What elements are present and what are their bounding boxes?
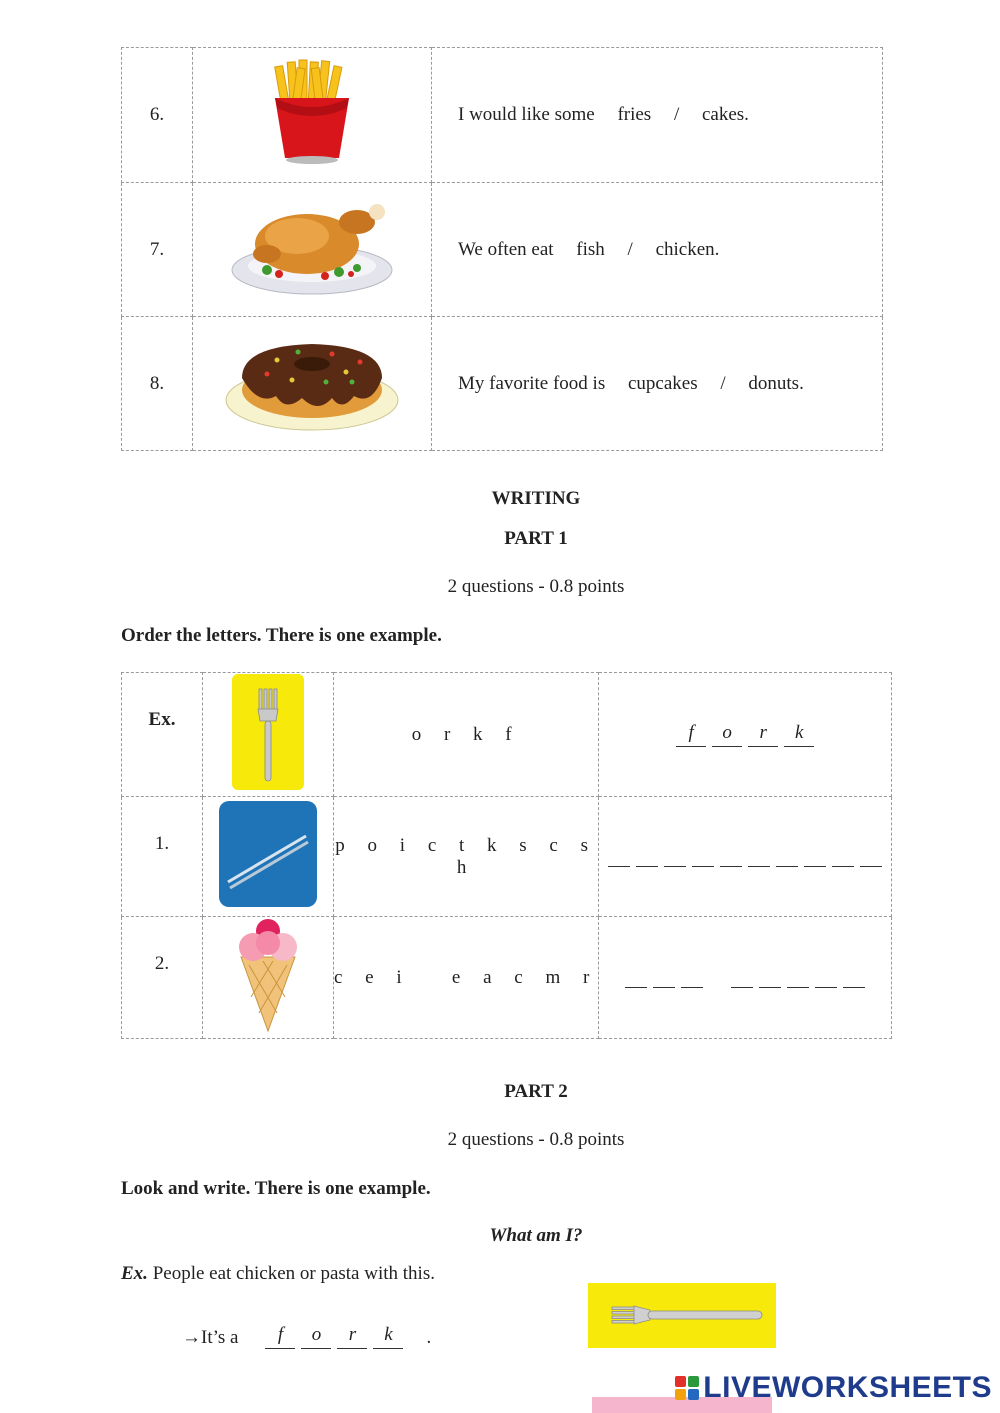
part1-title: PART 1 — [504, 528, 568, 549]
riddle-title: What am I? — [489, 1225, 583, 1246]
letter-blank[interactable] — [815, 963, 837, 988]
table-row — [122, 317, 883, 451]
table-row — [122, 183, 883, 317]
letter-blank[interactable] — [653, 963, 675, 988]
letter-blank[interactable] — [787, 963, 809, 988]
row-number: 8. — [122, 317, 193, 451]
letter-blank[interactable] — [608, 842, 630, 867]
answer-blanks[interactable] — [599, 917, 892, 1039]
scrambled-letters: o r k f — [334, 673, 599, 797]
scrambled-letters: p o i c t k s c s h — [334, 797, 599, 917]
answer-letter: f — [265, 1324, 295, 1349]
example-answer-line — [182, 1324, 431, 1349]
letter-blank[interactable] — [804, 842, 826, 867]
example-label: Ex. — [121, 1263, 148, 1284]
answer-blanks[interactable] — [599, 797, 892, 917]
ice-cream-icon — [203, 917, 334, 1039]
donut-icon — [193, 317, 432, 451]
part2-title: PART 2 — [504, 1081, 568, 1102]
row-number: 1. — [122, 797, 203, 917]
table-row — [122, 673, 892, 797]
row-number: 7. — [122, 183, 193, 317]
option-donuts[interactable]: donuts. — [748, 372, 804, 394]
row-number: Ex. — [122, 673, 203, 797]
answer-letter: o — [712, 722, 742, 747]
part2-points: 2 questions - 0.8 points — [447, 1129, 625, 1150]
row-number: 2. — [122, 917, 203, 1039]
letter-blank[interactable] — [720, 842, 742, 867]
sentence-prefix: We often eat — [458, 238, 554, 260]
reading-table — [121, 47, 883, 451]
letter-blank[interactable] — [681, 963, 703, 988]
part2-instruction: Look and write. There is one example. — [121, 1178, 431, 1199]
letter-blank[interactable] — [625, 963, 647, 988]
part1-instruction: Order the letters. There is one example. — [121, 625, 442, 646]
separator: / — [720, 372, 726, 394]
order-letters-table — [121, 672, 892, 1039]
letter-blank[interactable] — [843, 963, 865, 988]
sentence-prefix: My favorite food is — [458, 372, 606, 394]
answer-letter: r — [748, 722, 778, 747]
letter-blank[interactable] — [664, 842, 686, 867]
answer-letter: k — [373, 1324, 403, 1349]
fork-icon — [203, 673, 334, 797]
example-text: People eat chicken or pasta with this. — [152, 1263, 435, 1284]
letter-blank[interactable] — [748, 842, 770, 867]
option-fish[interactable]: fish — [576, 238, 605, 260]
fork-icon — [588, 1283, 776, 1348]
chopsticks-icon — [203, 797, 334, 917]
option-chicken[interactable]: chicken. — [655, 238, 720, 260]
answer-suffix: . — [426, 1327, 432, 1348]
example-sentence — [121, 1263, 435, 1285]
letter-blank[interactable] — [731, 963, 753, 988]
sentence-6 — [432, 48, 883, 183]
letter-blank[interactable] — [692, 842, 714, 867]
logo-icon — [675, 1376, 699, 1400]
letter-blank[interactable] — [759, 963, 781, 988]
answer-letter: f — [676, 722, 706, 747]
section-title: WRITING — [491, 488, 581, 509]
example-answer — [599, 673, 892, 797]
sentence-7 — [432, 183, 883, 317]
separator: / — [627, 238, 633, 260]
letter-blank[interactable] — [860, 842, 882, 867]
scrambled-letters: c e i e a c m r — [334, 917, 599, 1039]
option-cupcakes[interactable]: cupcakes — [627, 372, 698, 394]
separator: / — [673, 104, 680, 125]
part1-points: 2 questions - 0.8 points — [447, 576, 625, 597]
row-number: 6. — [122, 48, 193, 183]
answer-letter: o — [301, 1324, 331, 1349]
table-row — [122, 48, 883, 183]
letter-blank[interactable] — [776, 842, 798, 867]
sentence-8 — [432, 317, 883, 451]
roast-chicken-icon — [193, 183, 432, 317]
option-fries[interactable]: fries — [617, 104, 652, 125]
table-row — [122, 917, 892, 1039]
answer-letter: k — [784, 722, 814, 747]
liveworksheets-logo — [675, 1371, 992, 1405]
letter-blank[interactable] — [636, 842, 658, 867]
sentence-prefix: I would like some — [458, 104, 595, 125]
fork-image — [588, 1283, 776, 1348]
logo-text: LIVEWORKSHEETS — [703, 1371, 992, 1404]
table-row — [122, 797, 892, 917]
letter-blank[interactable] — [832, 842, 854, 867]
option-cakes[interactable]: cakes. — [701, 104, 749, 125]
answer-letter: r — [337, 1324, 367, 1349]
answer-prefix: →It’s a — [182, 1327, 239, 1348]
fries-icon — [193, 48, 432, 183]
